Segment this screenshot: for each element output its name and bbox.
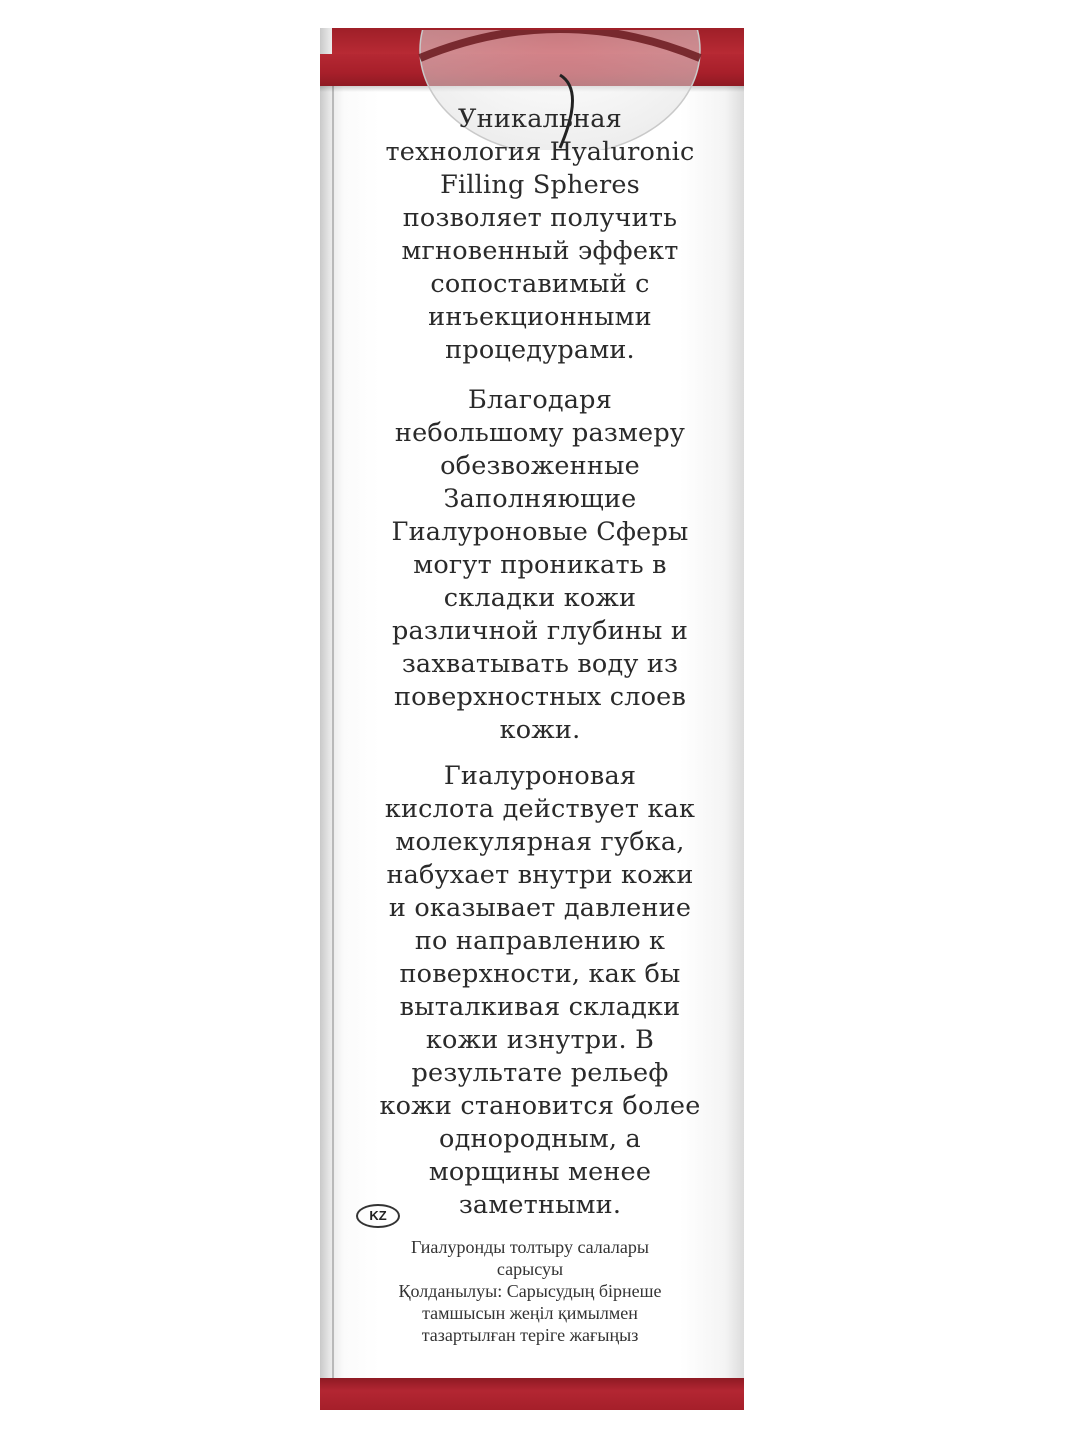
paragraph-hyaluronic-acid: [340, 760, 740, 1222]
text-line: и оказывает давление: [388, 893, 692, 923]
paragraph-spheres: [340, 384, 740, 747]
text-line: инъекционными: [428, 302, 652, 332]
kazakh-text-block: [340, 1236, 720, 1346]
text-line: морщины менее: [428, 1157, 652, 1187]
text-line: различной глубины и: [391, 616, 689, 646]
text-line: кожи изнутри. В: [425, 1025, 655, 1055]
text-line: выталкивая складки: [399, 992, 681, 1022]
kz-badge: KZ: [356, 1204, 400, 1228]
text-line: процедурами.: [445, 335, 635, 365]
box-edge: [332, 80, 334, 1380]
text-line: Гиалуроновая: [443, 761, 637, 791]
text-line: кожи.: [499, 715, 581, 745]
text-line: позволяет получить: [402, 203, 678, 233]
text-line: молекулярная губка,: [395, 827, 685, 857]
text-line: Filling Spheres: [440, 170, 640, 200]
text-line: складки кожи: [443, 583, 637, 613]
kz-line: тазартылған теріге жағыңыз: [421, 1325, 639, 1345]
text-line: обезвоженные: [440, 451, 640, 481]
text-line: по направлению к: [414, 926, 666, 956]
text-line: Уникальная: [458, 104, 622, 134]
text-line: захватывать воду из: [401, 649, 679, 679]
text-line: небольшому размеру: [394, 418, 686, 448]
text-line: результате рельеф: [411, 1058, 669, 1088]
text-line: Заполняющие: [443, 484, 637, 514]
box-bottom-red-band: [320, 1378, 744, 1410]
text-line: однородным, а: [439, 1124, 641, 1154]
text-line: кожи становится более: [379, 1091, 701, 1121]
kz-line: тамшысын жеңіл қимылмен: [422, 1303, 638, 1323]
text-line: Гиалуроновые Сферы: [391, 517, 689, 547]
text-line: мгновенный эффект: [401, 236, 679, 266]
paragraph-technology: [340, 103, 740, 367]
kz-line: Гиалуронды толтыру салалары: [410, 1237, 650, 1257]
text-line: технология Hyaluronic: [385, 137, 695, 167]
text-line: Благодаря: [468, 385, 612, 415]
kz-line: сарысуы: [496, 1259, 564, 1279]
text-line: поверхности, как бы: [399, 959, 681, 989]
text-line: поверхностных слоев: [393, 682, 687, 712]
text-line: заметными.: [458, 1190, 622, 1220]
text-line: набухает внутри кожи: [386, 860, 694, 890]
text-line: кислота действует как: [384, 794, 696, 824]
kz-line: Қолданылуы: Сарысудың бірнеше: [398, 1281, 662, 1301]
text-line: сопоставимый с: [430, 269, 650, 299]
text-line: могут проникать в: [413, 550, 667, 580]
